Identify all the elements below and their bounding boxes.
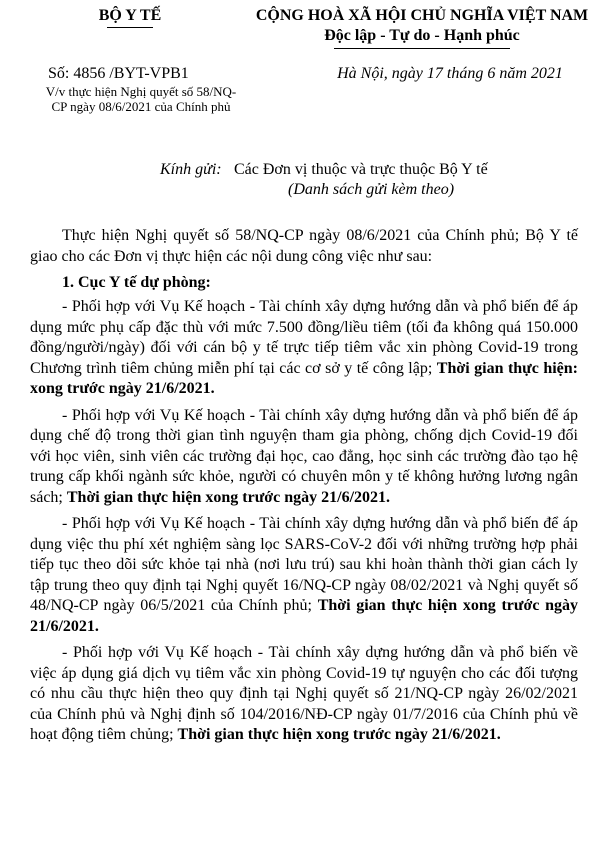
task-deadline: Thời gian thực hiện xong trước ngày 21/6/2021. — [30, 597, 579, 635]
task-text: - Phối hợp với Vụ Kế hoạch - Tài chính xây dựng hướng dẫn và phổ biến để áp dụng việc thu phí xét nghiệm sàng lọc SARS-CoV-2 đối với những trường hợp phải tiếp tục theo dõi sức khỏe tại nhà (nơi lưu trú) sau khi hoàn thành thời gian cách ly tập trung theo quy định tại Nghị quyết 16/NQ-CP ngày 08/02/2021 và Nghị quyết số 48/NQ-CP ngày 06/5/2021 của Chính phủ; — [30, 515, 578, 614]
task-text: - Phối hợp với Vụ Kế hoạch - Tài chính xây dựng hướng dẫn và phổ biến để áp dụng chế độ trong thời gian tình nguyện tham gia phòng, chống dịch Covid-19 đối với học viên, sinh viên các trường đại học, cao đẳng, học sinh các trường đào tạo hệ trung cấp khối ngành sức khỏe, người có chuyên môn y tế không hưởng lương ngân sách; — [30, 406, 578, 506]
recipients-note: (Danh sách gửi kèm theo) — [288, 181, 455, 198]
organization-underline — [107, 27, 153, 28]
motto-underline — [334, 48, 510, 49]
nation-title: CỘNG HOÀ XÃ HỘI CHỦ NGHĨA VIỆT NAM — [255, 7, 589, 24]
task-paragraph — [30, 514, 578, 637]
task-text: - Phối hợp với Vụ Kế hoạch - Tài chính xây dựng hướng dẫn và phổ biến để áp dụng mức phụ cấp đặc thù với mức 7.500 đồng/liều tiêm (tối đa không quá 150.000 đồng/người/ngày) đối với cán bộ y tế trực tiếp tiêm vắc xin phòng Covid-19 trong Chương trình tiêm chủng miễn phí tại các cơ sở y tế công lập; — [30, 298, 578, 377]
task-deadline: Thời gian thực hiện xong trước ngày 21/6/2021. — [177, 726, 501, 743]
recipients-block — [160, 160, 600, 200]
task-paragraph — [30, 643, 578, 746]
document-subject: V/v thực hiện Nghị quyết số 58/NQ-CP ngày 08/6/2021 của Chính phủ — [45, 84, 237, 114]
document-body — [30, 226, 578, 752]
organization-name: BỘ Y TẾ — [98, 7, 162, 24]
recipients-label: Kính gửi: — [160, 161, 222, 178]
task-deadline: Thời gian thực hiện: xong trước ngày 21/6/2021. — [30, 359, 579, 397]
task-paragraph — [30, 406, 578, 509]
intro-paragraph: Thực hiện Nghị quyết số 58/NQ-CP ngày 08/6/2021 của Chính phủ; Bộ Y tế giao cho các Đơn vị thực hiện các nội dung công việc như sau: — [30, 227, 578, 265]
task-deadline: Thời gian thực hiện xong trước ngày 21/6/2021. — [66, 488, 391, 506]
national-header — [242, 6, 602, 49]
task-paragraph — [30, 297, 578, 400]
document-number: Số: 4856 /BYT-VPB1 — [48, 65, 189, 82]
issuer-block — [30, 6, 230, 28]
recipients-to: Các Đơn vị thuộc và trực thuộc Bộ Y tế — [234, 161, 488, 178]
section-heading: 1. Cục Y tế dự phòng: — [62, 274, 211, 291]
task-text: - Phối hợp với Vụ Kế hoạch - Tài chính xây dựng hướng dẫn và phổ biến về việc áp dụng giá dịch vụ tiêm vắc xin phòng Covid-19 tự nguyện cho các đối tượng có nhu cầu thực hiện theo quy định tại Nghị quyết số 21/NQ-CP ngày 26/02/2021 của Chính phủ và Nghị định số 104/2016/NĐ-CP ngày 01/7/2016 của Chính phủ về hoạt động tiêm chủng; — [30, 644, 578, 743]
national-motto: Độc lập - Tự do - Hạnh phúc — [324, 27, 520, 44]
document-date: Hà Nội, ngày 17 tháng 6 năm 2021 — [337, 65, 563, 82]
